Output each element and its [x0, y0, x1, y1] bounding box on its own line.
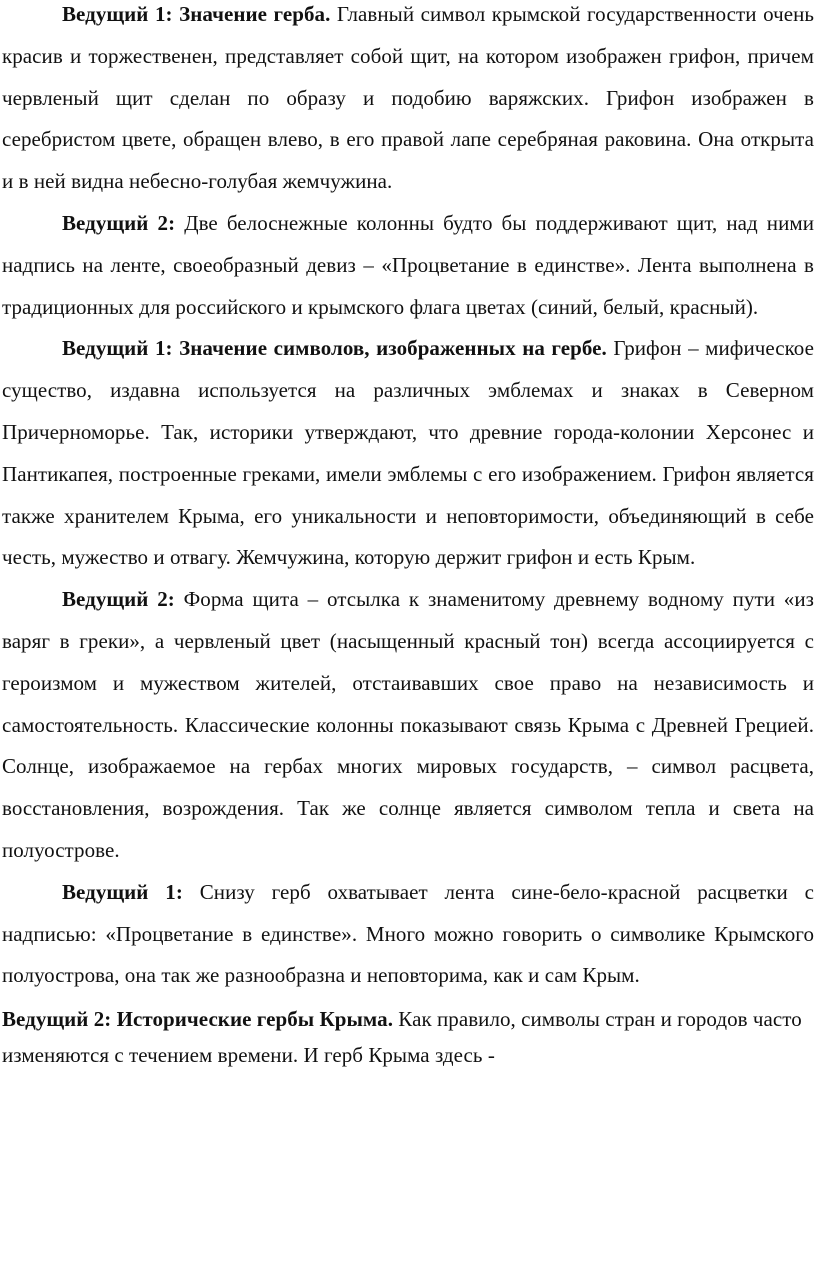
paragraph-2	[2, 203, 814, 328]
paragraph-text: Как правило, символы стран и городов часто изменяются с течением времени. И герб Крыма здесь -	[2, 1007, 802, 1068]
speaker-label: Ведущий 2: Исторические гербы Крыма.	[2, 1007, 393, 1032]
speaker-label: Ведущий 1: Значение герба.	[62, 2, 331, 26]
paragraph-6	[2, 1001, 814, 1073]
speaker-label: Ведущий 1:	[62, 879, 183, 904]
speaker-label: Ведущий 2:	[62, 210, 176, 235]
paragraph-text: Две белоснежные колонны будто бы поддерживают щит, над ними надпись на ленте, своеобразный девиз – «Процветание в единстве». Лента выполнена в традиционных для российского и крымского флага цветах (синий, белый, красный).	[2, 210, 814, 319]
paragraph-text: Форма щита – отсылка к знаменитому древнему водному пути «из варяг в греки», а червленый цвет (насыщенный красный тон) всегда ассоциируется с героизмом и мужеством жителей, отстаивавших свое право на независимость и самостоятельность. Классические колонны показывают связь Крыма с Древней Грецией. Солнце, изображаемое на гербах многих мировых государств, – символ расцвета, восстановления, возрождения. Так же солнце является символом тепла и света на полуострове.	[2, 587, 814, 862]
paragraph-1	[2, 0, 814, 203]
paragraph-3	[2, 328, 814, 579]
paragraph-5	[2, 872, 814, 997]
paragraph-4	[2, 579, 814, 872]
paragraph-text: Главный символ крымской государственности очень красив и торжественен, представляет собой щит, на котором изображен грифон, причем червленый щит сделан по образу и подобию варяжских. Грифон изображен в серебристом цвете, обращен влево, в его правой лапе серебряная раковина. Она открыта и в ней видна небесно-голубая жемчужина.	[2, 2, 814, 194]
paragraph-text: Грифон – мифическое существо, издавна используется на различных эмблемах и знаках в Северном Причерноморье. Так, историки утверждают, что древние города-колонии Херсонес и Пантикапея, построенные греками, имели эмблемы с его изображением. Грифон является также хранителем Крыма, его уникальности и неповторимости, объединяющий в себе честь, мужество и отвагу. Жемчужина, которую держит грифон и есть Крым.	[2, 336, 814, 570]
speaker-label: Ведущий 2:	[62, 587, 175, 612]
speaker-label: Ведущий 1: Значение символов, изображенных на гербе.	[62, 336, 607, 361]
paragraph-text: Снизу герб охватывает лента сине-бело-красной расцветки с надписью: «Процветание в единстве». Много можно говорить о символике Крымского полуострова, она так же разнообразна и неповторима, как и сам Крым.	[2, 879, 814, 988]
